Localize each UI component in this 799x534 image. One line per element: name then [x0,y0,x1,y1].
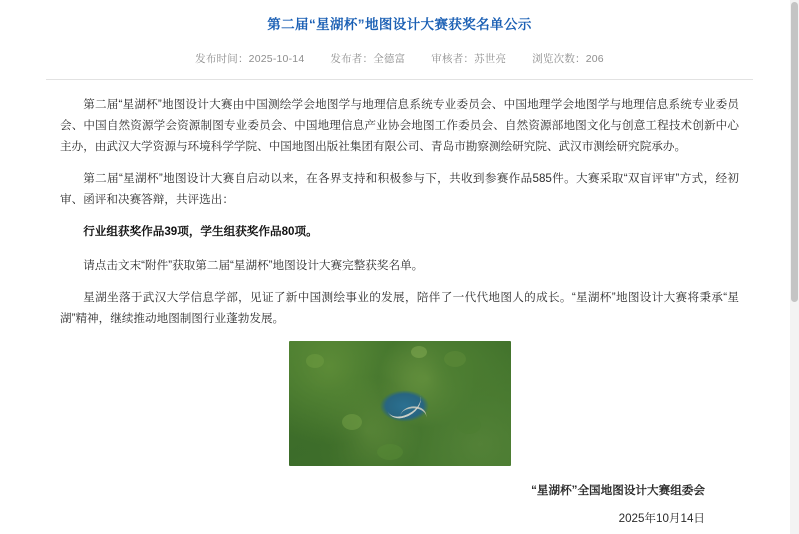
paragraph-2: 第二届“星湖杯”地图设计大赛自启动以来，在各界支持和积极参与下，共收到参赛作品585件。大赛采取“双盲评审”方式，经初审、函评和决赛答辩，共评选出： [60,172,739,206]
meta-views-label: 浏览次数： [532,53,586,65]
vertical-scrollbar[interactable] [790,0,799,534]
meta-publisher-value: 全德富 [373,53,406,65]
article-meta [26,51,773,66]
paragraph-3-highlight: 行业组获奖作品39项，学生组获奖作品80项。 [83,225,318,238]
signature-date: 2025年10月14日 [618,512,705,525]
meta-reviewer-label: 审核者： [431,53,475,65]
meta-publish-time-label: 发布时间： [195,53,249,65]
page-title: 第二届“星湖杯”地图设计大赛获奖名单公示 [267,17,532,32]
aerial-photo-of-lake-surrounded-by-forest [289,341,511,466]
photo-image [289,341,511,466]
paragraph-1: 第二届“星湖杯”地图设计大赛由中国测绘学会地图学与地理信息系统专业委员会、中国地理学会地图学与地理信息系统专业委员会、中国自然资源学会资源制图专业委员会、中国地理信息产业协会地图工作委员会、自然资源部地图文化与创意工程技术创新中心主办，由武汉大学资源与环境科学学院、中国地图出版社集团有限公司、青岛市勘察测绘研究院、武汉市测绘研究院承办。 [60,98,739,153]
signature-line: “星湖杯”全国地图设计大赛组委会 [531,484,705,497]
meta-views-value: 206 [585,53,604,65]
article-body [60,80,739,526]
meta-publisher-label: 发布者： [330,53,374,65]
paragraph-4: 请点击文末“附件”获取第二届“星湖杯”地图设计大赛完整获奖名单。 [83,259,424,272]
meta-reviewer-value: 苏世亮 [474,53,507,65]
meta-publisher [330,51,405,66]
scrollbar-thumb[interactable] [791,2,798,302]
meta-reviewer [431,51,506,66]
meta-publish-time-value: 2025-10-14 [248,53,305,65]
meta-views [532,51,604,66]
article-container [26,0,773,534]
paragraph-5: 星湖坐落于武汉大学信息学部，见证了新中国测绘事业的发展，陪伴了一代代地图人的成长。“星湖杯”地图设计大赛将秉承“星湖”精神，继续推动地图制图行业蓬勃发展。 [60,291,739,325]
meta-publish-time [195,51,304,66]
